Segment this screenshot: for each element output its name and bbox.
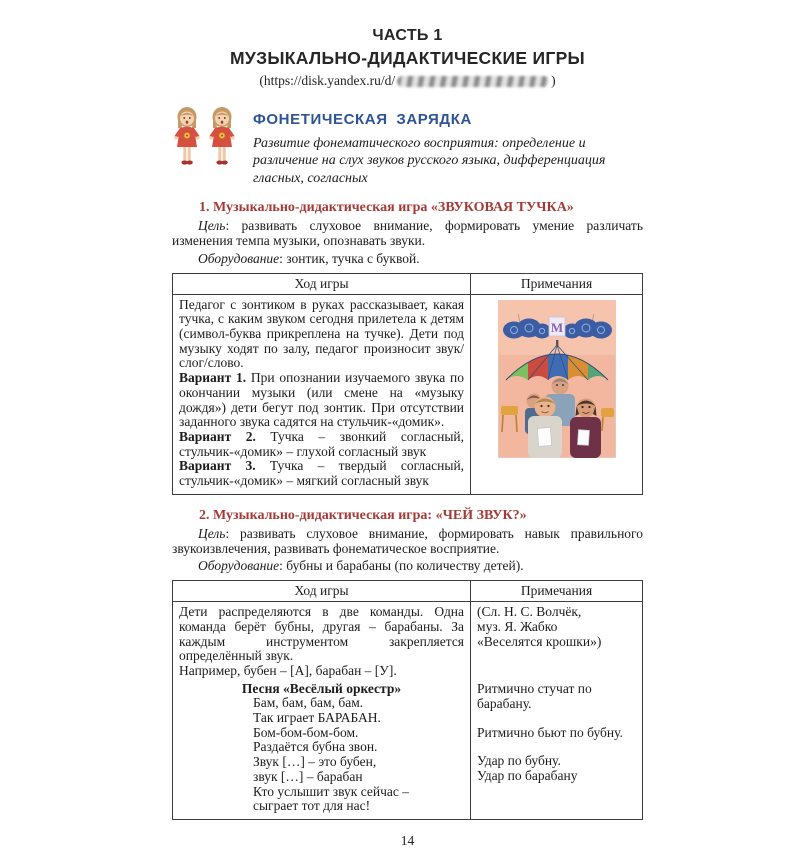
song-title: Песня «Весёлый оркестр» bbox=[241, 680, 402, 696]
performance-note: Ритмично стучат по барабану. bbox=[477, 680, 592, 711]
game2-table bbox=[172, 580, 643, 820]
section-phonetic-warmup bbox=[172, 104, 643, 187]
game2-intro: Дети распределяются в две команды. Одна команда берёт бубны, другая – барабаны. За каждым инструментом закрепляется определённый звук. bbox=[179, 604, 465, 664]
song-line: звук […] – барабан bbox=[253, 768, 363, 784]
equipment-text: : бубны и барабаны (по количеству детей). bbox=[279, 558, 524, 574]
page-number: 14 bbox=[400, 832, 415, 848]
game1-goal bbox=[172, 219, 643, 249]
game-photo bbox=[477, 298, 636, 462]
variant1-label: Вариант 1. bbox=[179, 370, 247, 386]
page-title: МУЗЫКАЛЬНО-ДИДАКТИЧЕСКИЕ ИГРЫ bbox=[230, 48, 585, 68]
document-page bbox=[172, 0, 643, 849]
redacted-url-scribble bbox=[397, 76, 549, 87]
game1-variant3 bbox=[179, 459, 464, 488]
variant1-text: При опознании изучаемого звука по окончании музыки (или смене на «музыку дождя») дети бегут под зонтик. При отсутствии заданного звука садятся на стульчик-«домик». bbox=[179, 370, 465, 430]
game1-variant2 bbox=[179, 430, 464, 459]
song-line: Бом-бом-бом-бом. bbox=[253, 724, 359, 740]
game2-title: 2. Музыкально-дидактическая игра: «ЧЕЙ ЗВУК?» bbox=[199, 507, 527, 523]
variant3-text: Тучка – твердый согласный, стульчик-«домик» – мягкий согласный звук bbox=[179, 458, 465, 489]
table-header-row bbox=[173, 581, 643, 602]
section-description: Развитие фонематического восприятия: определение и различение на слух звуков русского языка, дифференциация гласных, согласных bbox=[253, 136, 606, 186]
col-header-notes: Примечания bbox=[471, 581, 643, 602]
game1-table bbox=[172, 273, 643, 495]
part-title: ЧАСТЬ 1 bbox=[372, 27, 443, 44]
section-text bbox=[253, 104, 643, 187]
table-row bbox=[173, 602, 643, 820]
variant2-text: Тучка – звонкий согласный, стульчик-«домик» – глухой согласный звук bbox=[179, 428, 465, 459]
col-header-course: Ход игры bbox=[173, 581, 471, 602]
song-line: Так играет БАРАБАН. bbox=[253, 710, 381, 726]
table-row bbox=[173, 294, 643, 494]
url-prefix: (https://disk.yandex.ru/d/ bbox=[259, 73, 396, 88]
source-url bbox=[172, 73, 643, 89]
game2-equipment bbox=[172, 559, 643, 574]
song-credit-line: муз. Я. Жабко bbox=[477, 619, 558, 635]
game1-course-cell bbox=[173, 294, 471, 494]
song-line: Звук […] – это бубен, bbox=[253, 754, 377, 770]
song-credit-line: «Веселятся крошки») bbox=[477, 633, 602, 649]
equipment-text: : зонтик, тучка с буквой. bbox=[279, 250, 420, 266]
cloud-letter: М bbox=[550, 319, 563, 335]
paper-dolls-icon bbox=[172, 104, 238, 170]
variant3-label: Вариант 3. bbox=[179, 458, 256, 474]
variant2-label: Вариант 2. bbox=[179, 428, 256, 444]
game2-goal bbox=[172, 527, 643, 557]
table-header-row bbox=[173, 273, 643, 294]
children-under-umbrella-photo bbox=[498, 300, 616, 458]
performance-note: Ритмично бьют по бубну. bbox=[477, 724, 623, 740]
game1-intro: Педагог с зонтиком в руках рассказывает, какая тучка, с каким звуком сегодня прилетела к детям (символ-буква прикреплена на тучке). Дети под музыку ходят по залу, педагог произносит звук/слог/слово. bbox=[179, 296, 465, 371]
song-line: Бам, бам, бам, бам. bbox=[253, 695, 364, 711]
game1-notes-cell bbox=[471, 294, 643, 494]
game1-variant1 bbox=[179, 371, 464, 430]
game1-equipment bbox=[172, 252, 643, 267]
col-header-notes: Примечания bbox=[471, 273, 643, 294]
goal-text: : развивать слуховое внимание, формировать умение различать изменения темпа музыки, опознавать звуки. bbox=[172, 218, 643, 248]
col-header-course: Ход игры bbox=[173, 273, 471, 294]
goal-text: : развивать слуховое внимание, формировать навык правильного звукоизвлечения, развивать фонематическое восприятие. bbox=[172, 525, 643, 556]
song-credit-line: (Сл. Н. С. Волчёк, bbox=[477, 604, 582, 620]
equipment-label: Оборудование bbox=[198, 250, 280, 266]
game2-course-cell bbox=[173, 602, 471, 820]
performance-note: Удар по барабану bbox=[477, 768, 578, 784]
equipment-label: Оборудование bbox=[198, 558, 280, 574]
game1-title: 1. Музыкально-дидактическая игра «ЗВУКОВАЯ ТУЧКА» bbox=[199, 200, 574, 216]
url-suffix: ) bbox=[551, 73, 556, 88]
game2-notes-cell bbox=[471, 602, 643, 820]
song-line: Кто услышит звук сейчас – bbox=[253, 783, 409, 799]
goal-label: Цель bbox=[198, 218, 226, 234]
twin-dolls-icon bbox=[172, 104, 238, 187]
song-line: сыграет тот для нас! bbox=[253, 798, 371, 814]
song-line: Раздаётся бубна звон. bbox=[253, 739, 378, 755]
goal-label: Цель bbox=[198, 525, 226, 541]
game2-example: Например, бубен – [А], барабан – [У]. bbox=[179, 663, 397, 679]
section-heading: ФОНЕТИЧЕСКАЯ ЗАРЯДКА bbox=[253, 111, 472, 128]
performance-note: Удар по бубну. bbox=[477, 753, 561, 769]
